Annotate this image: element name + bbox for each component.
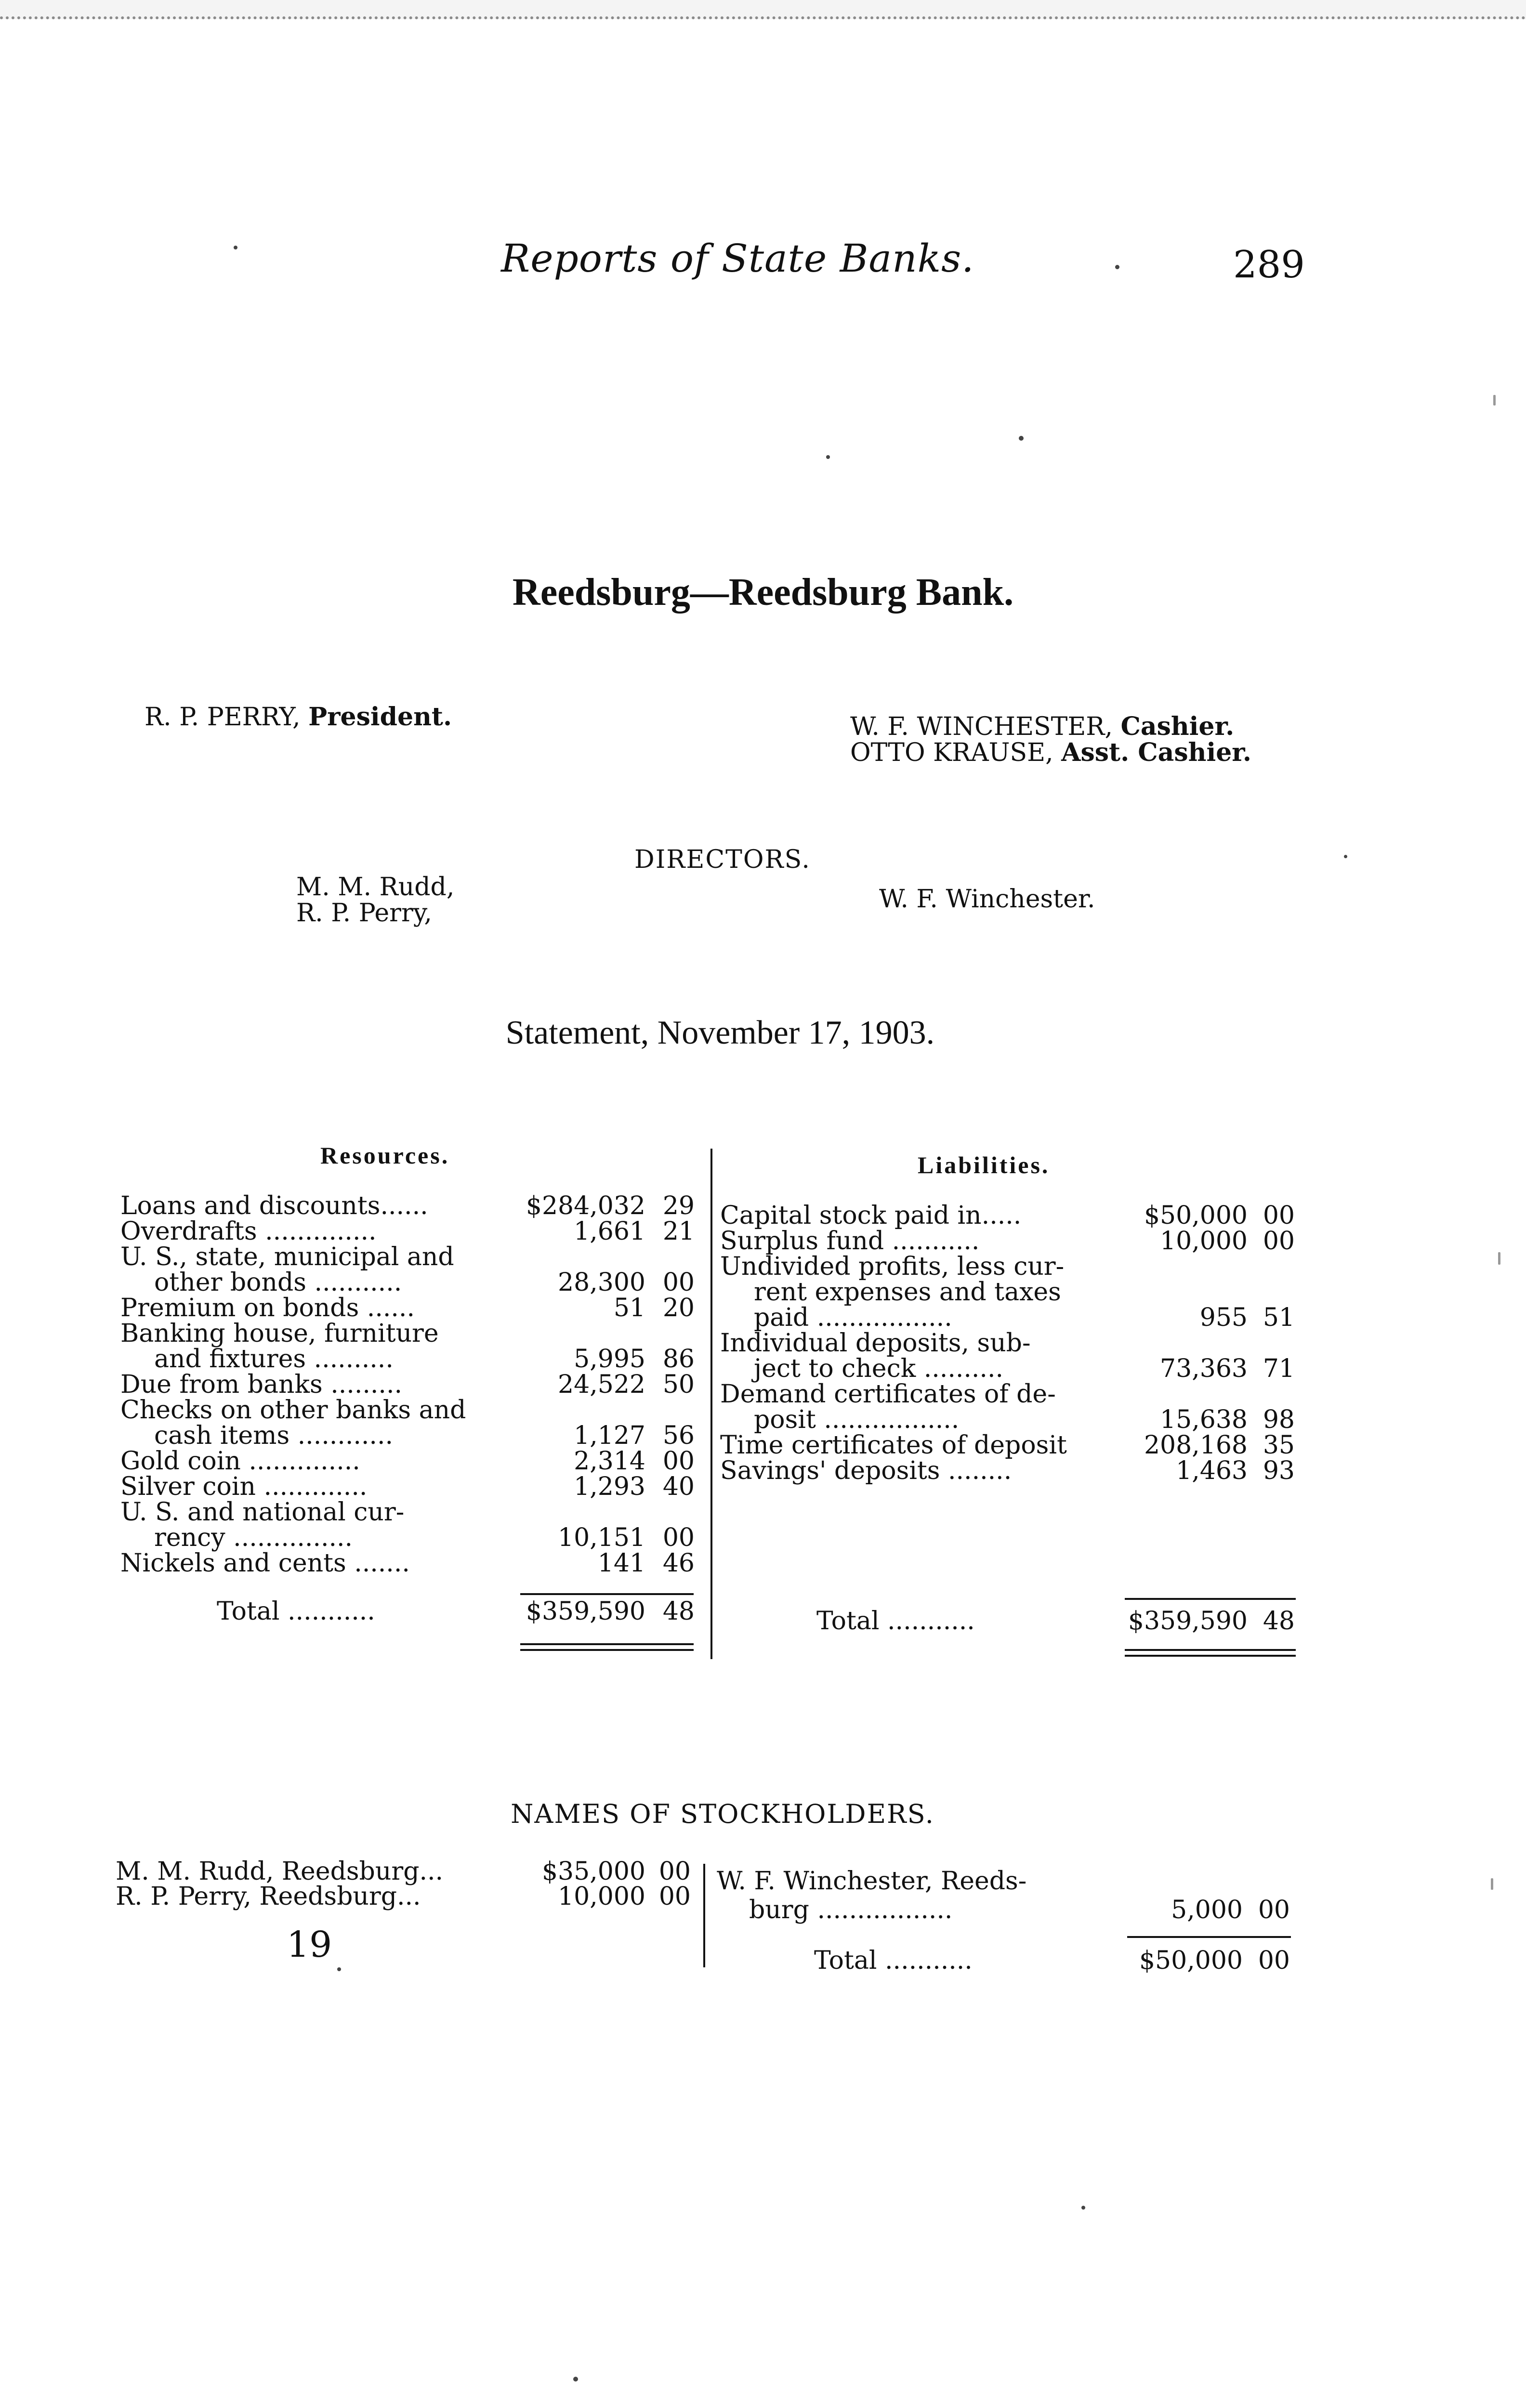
row-amount: 10,151	[558, 1523, 645, 1552]
president-name: R. P. PERRY,	[145, 703, 301, 732]
resources-total-cents: 48	[662, 1597, 695, 1626]
row-amount: 1,293	[574, 1472, 645, 1501]
liabilities-total-rule-2	[1125, 1655, 1296, 1657]
row-amount: 2,314	[574, 1447, 645, 1476]
stockholder-right-cents: 00	[1258, 1896, 1290, 1924]
scan-speck	[1081, 2206, 1085, 2210]
stockholder-right-name: W. F. Winchester, Reeds-	[717, 1867, 1027, 1896]
signature-mark: 19	[287, 1924, 332, 1965]
row-label: Premium on bonds ......	[120, 1294, 415, 1322]
asst-cashier-name: OTTO KRAUSE,	[850, 738, 1053, 767]
row-label: U. S. and national cur-	[120, 1498, 405, 1527]
row-cents: 51	[1263, 1303, 1295, 1332]
row-label: Overdrafts ..............	[120, 1217, 377, 1246]
scan-speck	[1493, 395, 1496, 406]
resources-heading: Resources.	[320, 1142, 450, 1169]
stockholder-name: M. M. Rudd, Reedsburg...	[116, 1857, 444, 1886]
row-cents: 98	[1263, 1405, 1295, 1434]
row-amount: 955	[1199, 1303, 1248, 1332]
row-label: Individual deposits, sub-	[720, 1329, 1031, 1358]
stockholder-cents: 00	[658, 1882, 691, 1911]
page-number: 289	[1233, 243, 1305, 287]
liabilities-total-label: Total ...........	[816, 1607, 975, 1636]
resources-total-label: Total ...........	[217, 1597, 375, 1626]
stockholder-cents: 00	[658, 1857, 691, 1886]
row-cents: 56	[662, 1421, 695, 1450]
row-cents: 21	[662, 1217, 695, 1246]
statement-title: Statement, November 17, 1903.	[505, 1014, 935, 1051]
stockholders-heading: NAMES OF STOCKHOLDERS.	[511, 1799, 934, 1829]
row-amount: 73,363	[1160, 1354, 1248, 1383]
row-amount: 5,995	[574, 1345, 645, 1374]
scan-speck	[1019, 436, 1024, 441]
scan-speck	[1491, 1878, 1493, 1890]
row-cents: 93	[1263, 1456, 1295, 1485]
row-amount: 28,300	[558, 1268, 645, 1297]
resources-subtotal-rule	[520, 1593, 694, 1595]
resources-total-amount: $359,590	[526, 1597, 645, 1626]
row-label: Nickels and cents .......	[120, 1549, 410, 1578]
row-cents: 20	[662, 1294, 695, 1322]
row-label: Silver coin .............	[120, 1472, 368, 1501]
row-amount: 51	[613, 1294, 645, 1322]
asst-cashier-role: Asst. Cashier.	[1061, 738, 1252, 767]
officer-president	[145, 702, 452, 732]
row-cents: 00	[1263, 1227, 1295, 1256]
scan-speck	[826, 455, 830, 459]
director-left-2: R. P. Perry,	[296, 899, 432, 928]
row-amount: $284,032	[526, 1191, 645, 1220]
row-cents: 35	[1263, 1431, 1295, 1460]
row-label: Due from banks .........	[120, 1370, 402, 1399]
row-amount: 141	[597, 1549, 645, 1578]
row-cents: 46	[662, 1549, 695, 1578]
column-divider	[710, 1149, 712, 1659]
row-label: ject to check ..........	[754, 1354, 1004, 1383]
row-amount: 208,168	[1144, 1431, 1248, 1460]
scan-speck	[234, 246, 237, 249]
stockholders-total-cents: 00	[1258, 1946, 1290, 1975]
stockholders-total-label: Total ...........	[814, 1946, 973, 1975]
page-top-edge	[0, 0, 1526, 19]
stockholders-total-rule	[1127, 1936, 1291, 1938]
row-cents: 29	[662, 1191, 695, 1220]
row-amount: 15,638	[1160, 1405, 1248, 1434]
scan-speck	[337, 1967, 341, 1971]
stockholder-right-amount: 5,000	[1171, 1896, 1243, 1924]
row-label: and fixtures ..........	[154, 1345, 394, 1374]
row-label: Time certificates of deposit	[720, 1431, 1067, 1460]
row-amount: 10,000	[1160, 1227, 1248, 1256]
liabilities-total-cents: 48	[1263, 1607, 1295, 1636]
row-label: Gold coin ..............	[120, 1447, 360, 1476]
row-label: Banking house, furniture	[120, 1319, 439, 1348]
liabilities-total-rule-1	[1125, 1649, 1296, 1651]
resources-total-rule-2	[520, 1649, 694, 1651]
row-label: Loans and discounts......	[120, 1191, 428, 1220]
resources-total-rule-1	[520, 1643, 694, 1645]
row-label: rency ...............	[154, 1523, 353, 1552]
row-label: posit .................	[754, 1405, 960, 1434]
row-cents: 86	[662, 1345, 695, 1374]
scan-speck	[1115, 265, 1119, 269]
row-label: rent expenses and taxes	[754, 1278, 1061, 1307]
row-label: U. S., state, municipal and	[120, 1243, 454, 1271]
liabilities-total-amount: $359,590	[1128, 1607, 1248, 1636]
director-right: W. F. Winchester.	[879, 885, 1095, 914]
row-cents: 50	[662, 1370, 695, 1399]
directors-heading: DIRECTORS.	[634, 845, 811, 874]
bank-title: Reedsburg—Reedsburg Bank.	[512, 571, 1014, 614]
running-head: Reports of State Banks.	[501, 236, 974, 281]
row-cents: 00	[662, 1523, 695, 1552]
row-label: Demand certificates of de-	[720, 1380, 1056, 1409]
cashier-role: Cashier.	[1120, 712, 1235, 741]
row-label: Surplus fund ...........	[720, 1227, 980, 1256]
row-amount: 24,522	[558, 1370, 645, 1399]
president-role: President.	[308, 702, 452, 732]
liabilities-subtotal-rule	[1125, 1598, 1296, 1600]
scan-speck	[1344, 855, 1347, 858]
row-label: Checks on other banks and	[120, 1396, 466, 1425]
row-label: paid .................	[754, 1303, 952, 1332]
officer-asst-cashier	[850, 738, 1251, 767]
scan-speck	[1498, 1252, 1500, 1265]
stockholder-name: R. P. Perry, Reedsburg...	[116, 1882, 421, 1911]
stockholders-divider	[703, 1864, 705, 1967]
stockholder-right-place: burg .................	[749, 1896, 953, 1924]
stockholder-amount: $35,000	[541, 1857, 645, 1886]
cashier-name: W. F. WINCHESTER,	[850, 712, 1113, 741]
row-label: Undivided profits, less cur-	[720, 1252, 1065, 1281]
row-cents: 00	[1263, 1201, 1295, 1230]
stockholders-total-amount: $50,000	[1139, 1946, 1243, 1975]
scan-speck	[573, 2377, 578, 2382]
row-amount: $50,000	[1144, 1201, 1248, 1230]
row-label: Savings' deposits ........	[720, 1456, 1012, 1485]
row-label: Capital stock paid in.....	[720, 1201, 1022, 1230]
row-amount: 1,127	[574, 1421, 645, 1450]
row-label: cash items ............	[154, 1421, 394, 1450]
row-amount: 1,661	[574, 1217, 645, 1246]
row-amount: 1,463	[1176, 1456, 1248, 1485]
director-left-1: M. M. Rudd,	[296, 873, 455, 902]
row-cents: 40	[662, 1472, 695, 1501]
row-cents: 00	[662, 1268, 695, 1297]
stockholder-amount: 10,000	[558, 1882, 645, 1911]
row-label: other bonds ...........	[154, 1268, 402, 1297]
liabilities-heading: Liabilities.	[918, 1152, 1050, 1178]
row-cents: 71	[1263, 1354, 1295, 1383]
officer-cashier	[850, 712, 1234, 741]
row-cents: 00	[662, 1447, 695, 1476]
